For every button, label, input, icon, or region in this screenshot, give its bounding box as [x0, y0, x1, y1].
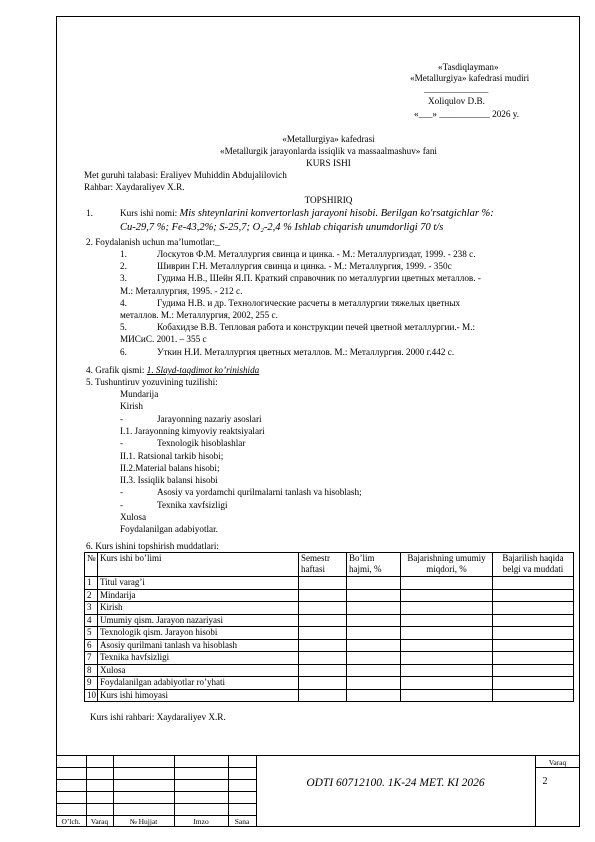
outline-item: I.1. Jarayonning kimyoviy reaktsiyalari — [120, 425, 265, 436]
row-cell — [493, 652, 574, 665]
row-number: 3 — [85, 602, 98, 615]
item1-label: Kurs ishi nomi: — [120, 208, 180, 218]
title-block-column-label: O’lch. — [61, 817, 81, 826]
row-cell — [347, 689, 401, 702]
row-cell — [347, 677, 401, 690]
literature-item: М.: Металлургия, 1995. - 212 с. — [120, 285, 243, 296]
graphic-value: 1. Slayd-taqdimot ko’rinishida — [146, 365, 260, 375]
row-cell — [401, 627, 493, 640]
row-cell — [401, 677, 493, 690]
literature-number: 2. — [120, 261, 127, 272]
row-section: Xulosa — [98, 664, 299, 677]
outline-bullet: - — [120, 438, 124, 449]
column-header: Kurs ishi bo’limi — [98, 553, 299, 577]
row-section: Kurs ishi himoyasi — [98, 689, 299, 702]
approval-date: «___» ___________ 2026 y. — [414, 109, 520, 119]
row-number: 7 — [85, 652, 98, 665]
literature-number: 1. — [120, 249, 127, 259]
row-cell — [299, 627, 347, 640]
row-cell — [401, 689, 493, 702]
item1-number: 1. — [86, 208, 93, 218]
row-cell — [401, 614, 493, 627]
row-number: 4 — [85, 614, 98, 627]
row-cell — [299, 664, 347, 677]
literature-item: Уткин Н.И. Металлургия цветных металлов. М.: Металлургия. 2000 г.442 с. — [157, 346, 455, 357]
row-cell — [401, 589, 493, 602]
column-header: Bo’lim hajmi, % — [347, 553, 401, 577]
title-block-column-label: Sana — [234, 817, 250, 826]
row-cell — [347, 602, 401, 615]
item1-topic-line2: Cu-29,7 %; Fe-43,2%; S-25,7; O₂-2,4 % Ishlab chiqarish unumdorligi 70 t/s — [120, 222, 444, 233]
row-section: Mindarija — [98, 589, 299, 602]
title-block-column-label: Varaq — [90, 817, 109, 826]
approval-signature-line: ______________ — [424, 84, 489, 94]
table-row — [85, 689, 574, 702]
row-number: 1 — [85, 577, 98, 590]
row-cell — [493, 689, 574, 702]
row-section: Asosiy qurilmani tanlash va hisoblash — [98, 639, 299, 652]
row-number: 6 — [85, 639, 98, 652]
row-number: 8 — [85, 664, 98, 677]
literature-item: металлов. М.: Металлургия, 2002, 255 с. — [120, 310, 278, 320]
student-line: Met guruhi talabasi: Eraliyev Muhiddin Abdujalilovich — [84, 170, 287, 180]
doc-code: ODTI 60712100. 1K-24 MET. KI 2026 — [306, 777, 485, 789]
row-number: 5 — [85, 627, 98, 640]
table-header-row — [85, 553, 574, 577]
approval-name: Xoliqulov D.B. — [428, 96, 485, 106]
table-row — [85, 577, 574, 590]
row-cell — [401, 577, 493, 590]
row-section: Kirish — [98, 602, 299, 615]
row-cell — [347, 627, 401, 640]
column-header: Bajarishning umumiy miqdori, % — [401, 553, 493, 577]
row-cell — [347, 589, 401, 602]
graphic-line — [86, 365, 259, 376]
literature-number: 3. — [120, 273, 127, 284]
outline-item: Texnika xavfsizligi — [157, 499, 228, 510]
outline-bullet: - — [120, 487, 124, 498]
row-cell — [347, 614, 401, 627]
doc-title: KURS ISHI — [306, 158, 351, 168]
literature-number: 5. — [120, 322, 127, 333]
table-row — [85, 627, 574, 640]
outline-bullet: - — [120, 499, 124, 510]
sheet-number: 2 — [542, 776, 548, 787]
outline-item: Foydalanilgan adabiyotlar. — [120, 524, 218, 535]
table-row — [85, 652, 574, 665]
table-row — [85, 639, 574, 652]
row-number: 10 — [85, 689, 98, 702]
literature-item: Гудима Н.В. и др. Технологические расчеты в металлургии тяжелых цветных — [157, 297, 461, 308]
outline-item: Xulosa — [120, 512, 147, 522]
table-row — [85, 664, 574, 677]
row-cell — [493, 614, 574, 627]
row-cell — [299, 614, 347, 627]
graphic-label: 4. Grafik qismi: — [86, 365, 147, 375]
outline-item: II.3. Issiqlik balansi hisobi — [120, 475, 218, 486]
literature-heading: 2. Foydalanish uchun ma’lumotlar:_ — [86, 237, 220, 247]
row-section: Texnologik qism. Jarayon hisobi — [98, 627, 299, 640]
row-cell — [401, 639, 493, 652]
column-header: № — [85, 553, 98, 577]
row-cell — [493, 627, 574, 640]
row-cell — [493, 589, 574, 602]
title-block-column-label: Imzo — [193, 817, 209, 826]
row-section: Umumiy qism. Jarayon nazariyasi — [98, 614, 299, 627]
row-cell — [493, 577, 574, 590]
item1-topic: Mis shteynlarini konvertorlash jarayoni hisobi. Berilgan ko'rsatgichlar %: — [179, 208, 494, 219]
row-cell — [401, 652, 493, 665]
row-cell — [299, 689, 347, 702]
row-cell — [299, 677, 347, 690]
row-cell — [299, 577, 347, 590]
item1-line1 — [120, 208, 494, 219]
row-cell — [347, 577, 401, 590]
row-number: 9 — [85, 677, 98, 690]
subject-title: «Metallurgik jarayonlarda issiqlik va massaalmashuv» fani — [220, 146, 437, 156]
row-cell — [493, 639, 574, 652]
row-cell — [299, 639, 347, 652]
literature-number: 4. — [120, 297, 127, 308]
column-header: Semestr haftasi — [299, 553, 347, 577]
literature-item: Шиврин Г.Н. Металлургия свинца и цинка. - М.: Металлургия, 1999. - 350с — [157, 261, 452, 272]
row-cell — [347, 639, 401, 652]
row-cell — [493, 602, 574, 615]
row-number: 2 — [85, 589, 98, 602]
schedule-table — [84, 552, 574, 702]
row-section: Foydalanilgan adabiyotlar ro’yhati — [98, 677, 299, 690]
schedule-footer: Kurs ishi rahbari: Xaydaraliyev X.R. — [90, 712, 226, 722]
schedule-heading: 6. Kurs ishini topshirish muddatlari: — [86, 541, 219, 551]
supervisor-line: Rahbar: Xaydaraliyev X.R. — [84, 182, 185, 192]
outline-item: Jarayonning nazariy asoslari — [157, 413, 262, 424]
sheet-label: Varaq — [548, 758, 567, 767]
outline-item: II.1. Ratsional tarkib hisobi; — [120, 450, 224, 461]
title-block — [56, 755, 580, 827]
outline-item: Texnologik hisoblashlar — [157, 438, 246, 449]
row-cell — [347, 664, 401, 677]
literature-item: Кобахидзе В.В. Тепловая работа и конструкции печей цветной металлургии.- М.: — [157, 322, 476, 333]
outline-item: Mundarija — [120, 389, 159, 399]
literature-item: МИСиС. 2001. – 355 с — [120, 334, 207, 345]
title-block-column-label: № Hujjat — [129, 817, 158, 826]
outline-heading: 5. Tushuntiruv yozuvining tuzilishi: — [86, 377, 218, 387]
outline-item: Kirish — [120, 401, 143, 412]
literature-item: Гудима Н.В., Шейн Я.П. Краткий справочник по металлургии цветных металлов. - — [157, 273, 481, 284]
task-title: TOPSHIRIQ — [304, 195, 353, 205]
outline-item: Asosiy va yordamchi qurilmalarni tanlash va hisoblash; — [157, 487, 362, 498]
row-section: Texnika havfsizligi — [98, 652, 299, 665]
table-row — [85, 589, 574, 602]
table-row — [85, 602, 574, 615]
literature-item: Лоскутов Ф.М. Металлургия свинца и цинка. - М.: Металлургиздат, 1999. - 238 с. — [157, 249, 476, 259]
approval-title: «Tasdiqlayman» — [438, 62, 499, 72]
column-header: Bajarilish haqida belgi va muddati — [493, 553, 574, 577]
row-cell — [299, 589, 347, 602]
approval-dept: «Metallurgiya» kafedrasi mudiri — [410, 73, 530, 83]
row-cell — [347, 652, 401, 665]
row-cell — [493, 664, 574, 677]
table-row — [85, 614, 574, 627]
row-cell — [299, 602, 347, 615]
dept-title: «Metallurgiya» kafedrasi — [282, 134, 375, 144]
literature-number: 6. — [120, 346, 127, 357]
outline-item: II.2.Material balans hisobi; — [120, 462, 220, 473]
row-cell — [299, 652, 347, 665]
row-cell — [401, 602, 493, 615]
row-section: Titul varag’i — [98, 577, 299, 590]
row-cell — [401, 664, 493, 677]
row-cell — [493, 677, 574, 690]
table-row — [85, 677, 574, 690]
outline-bullet: - — [120, 413, 124, 424]
